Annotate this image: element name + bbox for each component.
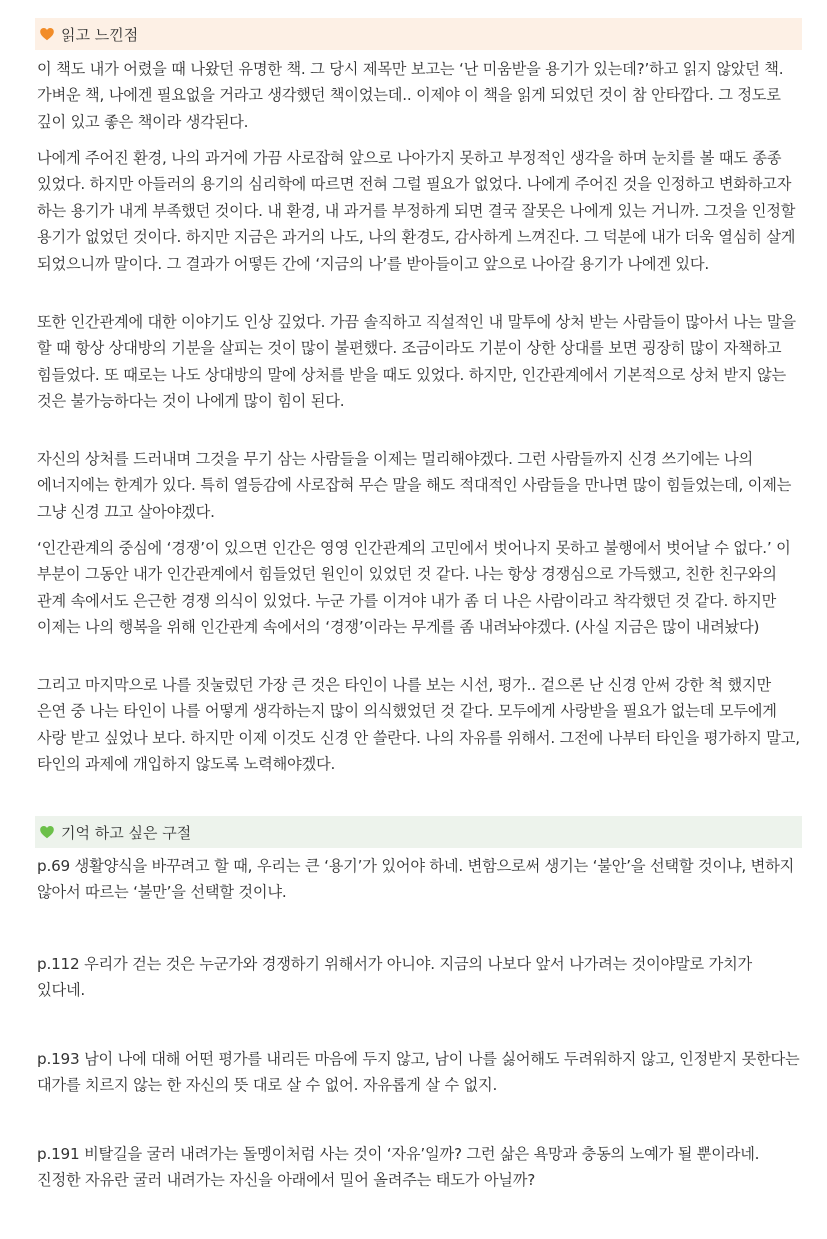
quote-item-1: p.69 생활양식을 바꾸려고 할 때, 우리는 큰 ‘용기’가 있어야 하네. 변함으로써 생기는 ‘불안’을 선택할 것이냐, 변하지 않아서 따르는 ‘불만’을 선택할 것이냐. (37, 857, 795, 902)
reading-paragraph-5: ‘인간관계의 중심에 ‘경쟁’이 있으면 인간은 영영 인간관계의 고민에서 벗어나지 못하고 불행에서 벗어날 수 없다.’ 이 부분이 그동안 내가 인간관계에서 힘들었던 원인이 있었던 것 같다. 나는 항상 경쟁심으로 가득했고, 친한 친구와의 관계 속에서도 은근한 경쟁 의식이 있었다. 누군 가를 이겨야 내가 좀 더 나은 사람이라고 착각했던 것 같다. 하지만 이제는 나의 행복을 위해 인간관계 속에서의 ‘경쟁’이라는 무게를 좀 내려놔야겠다. (사실 지금은 많이 내려놨다) (37, 539, 791, 637)
quote-item-3: p.193 남이 나에 대해 어떤 평가를 내리든 마음에 두지 않고, 남이 나를 싫어해도 두려워하지 않고, 인정받지 못한다는 대가를 치르지 않는 한 자신의 뜻 대로 살 수 없어. 자유롭게 살 수 없지. (37, 1050, 800, 1095)
green-heart-icon (39, 824, 55, 840)
section-title-quotes: 기억 하고 싶은 구절 (61, 823, 192, 842)
reading-paragraph-3: 또한 인간관계에 대한 이야기도 인상 깊었다. 가끔 솔직하고 직설적인 내 말투에 상처 받는 사람들이 많아서 나는 말을 할 때 항상 상대방의 기분을 살피는 것이 많이 불편했다. 조금이라도 기분이 상한 상대를 보면 굉장히 많이 자책하고 힘들었다. 또 때로는 나도 상대방의 말에 상처를 받을 때도 있었다. 하지만, 인간관계에서 기본적으로 상처 받지 않는 것은 불가능하다는 것이 나에게 많이 힘이 된다. (37, 313, 796, 411)
reading-paragraph-2: 나에게 주어진 환경, 나의 과거에 가끔 사로잡혀 앞으로 나아가지 못하고 부정적인 생각을 하며 눈치를 볼 때도 종종 있었다. 하지만 아들러의 용기의 심리학에 따르면 전혀 그럴 필요가 없었다. 나에게 주어진 것을 인정하고 변화하고자 하는 용기가 내게 부족했던 것이다. 내 환경, 내 과거를 부정하게 되면 결국 잘못은 나에게 있는 거니까. 그것을 인정할 용기가 없었던 것이다. 하지만 지금은 과거의 나도, 나의 환경도, 감사하게 느껴진다. 그 덕분에 내가 더욱 열심히 살게 되었으니까 말이다. 그 결과가 어떻든 간에 ‘지금의 나’를 받아들이고 앞으로 나아갈 용기가 나에겐 있다. (37, 149, 796, 273)
reading-paragraph-4: 자신의 상처를 드러내며 그것을 무기 삼는 사람들을 이제는 멀리해야겠다. 그런 사람들까지 신경 쓰기에는 나의 에너지에는 한계가 있다. 특히 열등감에 사로잡혀 무슨 말을 해도 적대적인 사람들을 만나면 많이 힘들었는데, 이제는 그냥 신경 끄고 살아야겠다. (37, 450, 792, 521)
reading-paragraph-1: 이 책도 내가 어렸을 때 나왔던 유명한 책. 그 당시 제목만 보고는 ‘난 미움받을 용기가 있는데?’하고 읽지 않았던 책. 가벼운 책, 나에겐 필요없을 거라고 생각했던 책이었는데.. 이제야 이 책을 읽게 되었던 것이 참 안타깝다. 그 정도로 깊이 있고 좋은 책이라 생각된다. (37, 60, 784, 131)
quote-item-4: p.191 비탈길을 굴러 내려가는 돌멩이처럼 사는 것이 ‘자유’일까? 그런 삶은 욕망과 충동의 노예가 될 뿐이라네. 진정한 자유란 굴러 내려가는 자신을 아래에서 밀어 올려주는 태도가 아닐까? (37, 1145, 760, 1190)
reading-paragraph-6: 그리고 마지막으로 나를 짓눌렀던 가장 큰 것은 타인이 나를 보는 시선, 평가.. 겉으론 난 신경 안써 강한 척 했지만 은연 중 나는 타인이 나를 어떻게 생각하는지 많이 의식했었던 것 같다. 모두에게 사랑받을 필요가 없는데 모두에게 사랑 받고 싶었나 보다. 하지만 이제 이것도 신경 안 쓸란다. 나의 자유를 위해서. 그전에 나부터 타인을 평가하지 말고, 타인의 과제에 개입하지 않도록 노력해야겠다. (37, 676, 800, 774)
section-heading-quotes (35, 816, 802, 848)
section-title-reading: 읽고 느낀점 (61, 25, 139, 44)
quote-item-2: p.112 우리가 걷는 것은 누군가와 경쟁하기 위해서가 아니야. 지금의 나보다 앞서 나가려는 것이야말로 가치가 있다네. (37, 955, 753, 1000)
orange-heart-icon (39, 26, 55, 42)
section-heading-reading (35, 18, 802, 50)
